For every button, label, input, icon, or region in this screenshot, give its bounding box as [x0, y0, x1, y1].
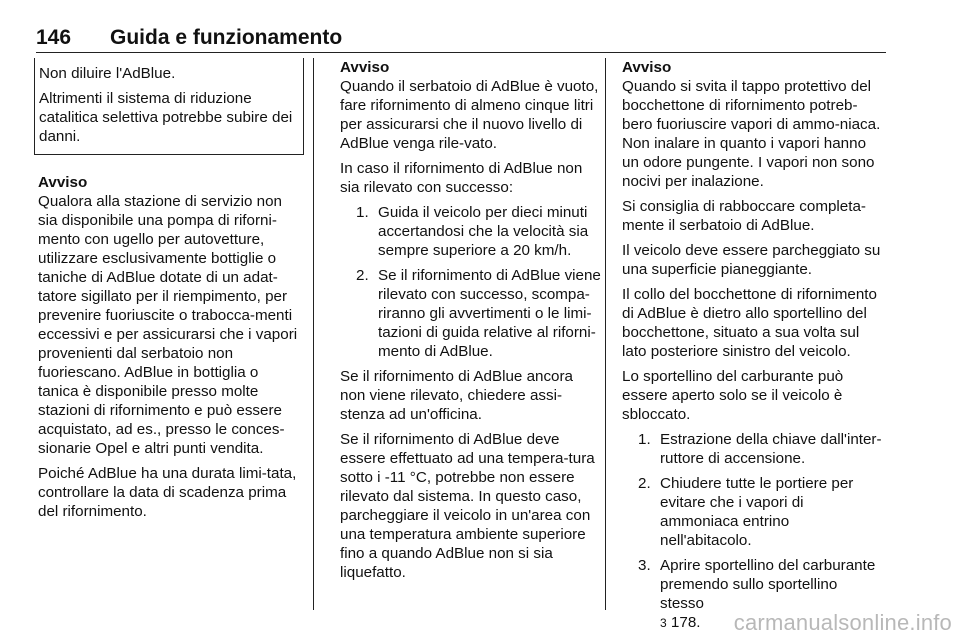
paragraph: Se il rifornimento di AdBlue deve essere effettuato ad una tempera-tura sotto i -11 °C, potrebbe non essere rilevato dal sistema. In questo caso, parcheggiare il veicolo in un'area con una temperatura ambiente superiore fino a quando AdBlue non si sia liquefatto. — [340, 431, 595, 581]
column-1 — [38, 58, 300, 527]
caution-line: Altrimenti il sistema di riduzione catalitica selettiva potrebbe subire dei danni. — [39, 90, 293, 145]
paragraph: Lo sportellino del carburante può essere aperto solo se il veicolo è sbloccato. — [622, 368, 844, 423]
paragraph: In caso il rifornimento di AdBlue non sia rilevato con successo: — [340, 160, 583, 196]
note-text: Quando si svita il tappo protettivo del bocchettone di rifornimento potreb-bero fuoriuscire vapori di ammo-niaca. Non inalare in quanto i vapori hanno un odore pungente. I vapori non sono nocivi per inalazione. — [622, 78, 881, 190]
note-text: Qualora alla stazione di servizio non sia disponibile una pompa di riforni-mento con ugello per autovetture, utilizzare esclusivamente bottiglie o taniche di AdBlue dotate di un adat-tatore sigillato per il riempimento, per prevenire fuoriuscite o trabocca-menti eccessivi e per assicurarsi che i vapori provenienti dal serbatoio non fuoriescano. AdBlue in bottiglia o tanica è disponibile presso molte stazioni di rifornimento e può essere acquistato, ad es., presso le conces-sionarie Opel e altri punti vendita. — [38, 193, 298, 457]
step-text: Se il rifornimento di AdBlue viene rilevato con successo, scompa-riranno gli avvertimenti o le limi-tazioni di guida relative al riforni-mento di AdBlue. — [378, 267, 601, 360]
steps-list — [622, 430, 884, 633]
paragraph: Il collo del bocchettone di rifornimento di AdBlue è dietro allo sportellino del bocchettone, situato a sua volta sul lato posteriore sinistro del veicolo. — [622, 286, 877, 360]
column-2 — [340, 58, 602, 588]
column-divider — [605, 58, 606, 610]
reference-arrow-icon: 3 — [660, 616, 667, 630]
step-number: 3. — [638, 557, 651, 574]
step-text: Chiudere tutte le portiere per evitare che i vapori di ammoniaca entrino nell'abitacolo. — [660, 475, 854, 549]
step-text: Aprire sportellino del carburante premendo sullo sportellino stesso — [660, 557, 876, 612]
note — [38, 173, 300, 458]
column-divider — [313, 58, 314, 610]
list-item — [638, 430, 884, 468]
note-title: Avviso — [622, 59, 672, 76]
list-item — [356, 203, 602, 260]
caution-line: Non diluire l'AdBlue. — [39, 65, 176, 82]
page-title: Guida e funzionamento — [110, 26, 343, 49]
paragraph: Si consiglia di rabboccare completa-mente il serbatoio di AdBlue. — [622, 198, 866, 234]
note — [622, 58, 884, 191]
paragraph: Il veicolo deve essere parcheggiato su una superficie pianeggiante. — [622, 242, 881, 278]
page-number: 146 — [36, 26, 72, 49]
step-number: 1. — [356, 204, 369, 221]
paragraph: Poiché AdBlue ha una durata limi-tata, controllare la data di scadenza prima del rifornimento. — [38, 465, 297, 520]
note-title: Avviso — [340, 59, 390, 76]
note — [340, 58, 602, 153]
caution-box — [34, 58, 304, 155]
page-reference[interactable]: 178. — [670, 614, 701, 631]
step-text: Guida il veicolo per dieci minuti accertandosi che la velocità sia sempre superiore a 20 km/h. — [378, 204, 589, 259]
step-number: 1. — [638, 431, 651, 448]
step-number: 2. — [356, 267, 369, 284]
column-3 — [622, 58, 884, 639]
step-text: Estrazione della chiave dall'inter-ruttore di accensione. — [660, 431, 882, 467]
paragraph: Se il rifornimento di AdBlue ancora non viene rilevato, chiedere assi-stenza ad un'officina. — [340, 368, 574, 423]
steps-list — [340, 203, 602, 361]
step-number: 2. — [638, 475, 651, 492]
watermark: carmanualsonline.info — [733, 610, 952, 635]
list-item — [356, 266, 602, 361]
list-item — [638, 474, 884, 550]
note-text: Quando il serbatoio di AdBlue è vuoto, fare rifornimento di almeno cinque litri per assicurarsi che il nuovo livello di AdBlue venga rile-vato. — [340, 78, 599, 152]
page-header — [36, 26, 886, 53]
note-title: Avviso — [38, 174, 88, 191]
